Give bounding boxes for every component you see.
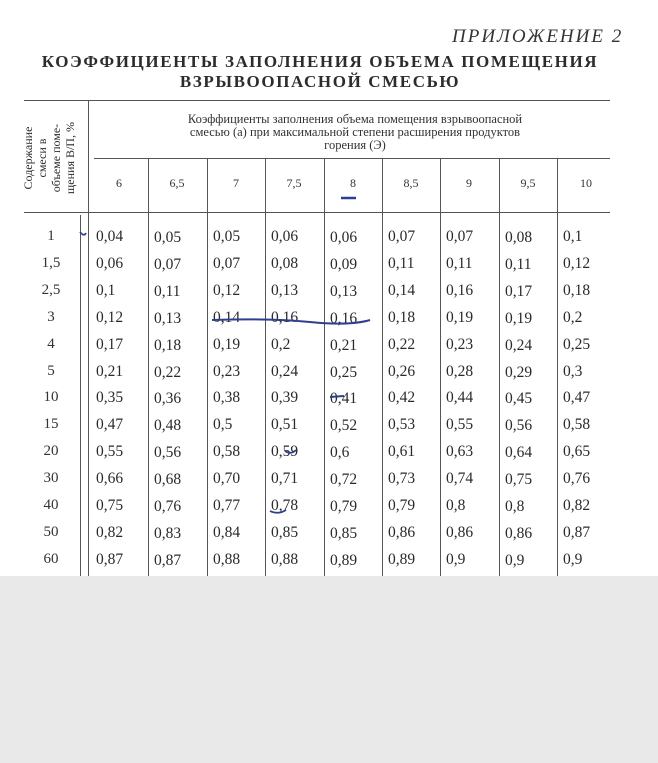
table-cell: 0,21 (96, 363, 124, 380)
header-bottom-rule (24, 212, 610, 213)
table-cell: 0,61 (388, 443, 416, 460)
table-cell: 0,76 (154, 498, 182, 515)
column-header: 7 (233, 176, 239, 190)
table-cell: 0,8 (446, 497, 466, 514)
table-cell: 0,1 (563, 228, 583, 245)
table-cell: 0,2 (271, 336, 291, 353)
column-divider (499, 158, 500, 576)
table-cell: 0,41 (330, 390, 358, 407)
row-header-divider (88, 100, 89, 576)
table-cell: 0,42 (388, 389, 416, 406)
table-cell: 0,16 (330, 310, 358, 327)
table-cell: 0,21 (330, 337, 358, 354)
table-cell: 0,64 (505, 444, 533, 461)
table-cell: 0,13 (154, 310, 182, 327)
table-cell: 0,16 (446, 282, 474, 299)
row-label: 1,5 (41, 255, 61, 271)
table-cell: 0,11 (154, 283, 181, 300)
table-cell: 0,17 (96, 336, 124, 353)
row-label: 5 (47, 363, 55, 379)
table-cell: 0,12 (563, 255, 591, 272)
table-cell: 0,63 (446, 443, 474, 460)
table-cell: 0,55 (446, 416, 474, 433)
table-cell: 0,11 (446, 255, 473, 272)
table-cell: 0,2 (563, 309, 583, 326)
table-cell: 0,14 (213, 309, 241, 326)
table-cell: 0,76 (563, 470, 591, 487)
table-cell: 0,58 (213, 443, 241, 460)
table-cell: 0,22 (154, 364, 182, 381)
table-cell: 0,06 (271, 228, 299, 245)
table-cell: 0,22 (388, 336, 416, 353)
table-cell: 0,38 (213, 389, 241, 406)
table-cell: 0,39 (271, 389, 299, 406)
table-cell: 0,56 (505, 417, 533, 434)
appendix-label: ПРИЛОЖЕНИЕ 2 (452, 26, 624, 47)
table-cell: 0,29 (505, 364, 533, 381)
column-header: 6,5 (169, 176, 185, 190)
table-cell: 0,85 (330, 525, 358, 542)
table-cell: 0,56 (154, 444, 182, 461)
table-cell: 0,28 (446, 363, 474, 380)
title-line-2: ВЗРЫВООПАСНОЙ СМЕСЬЮ (179, 72, 461, 91)
table-cell: 0,44 (446, 389, 474, 406)
table-cell: 0,05 (154, 229, 182, 246)
column-divider (148, 158, 149, 576)
table-cell: 0,18 (154, 337, 182, 354)
table-cell: 0,82 (96, 524, 124, 541)
table-cell: 0,45 (505, 390, 533, 407)
table-cell: 0,78 (271, 497, 299, 514)
row-label: 20 (43, 443, 59, 459)
column-header: 7,5 (286, 176, 302, 190)
table-cell: 0,25 (330, 364, 358, 381)
column-divider (382, 158, 383, 576)
table-cell: 0,35 (96, 389, 124, 406)
table-cell: 0,1 (96, 282, 116, 299)
table-cell: 0,12 (96, 309, 124, 326)
table-cell: 0,59 (271, 443, 299, 460)
table-cell: 0,9 (563, 551, 583, 568)
table-cell: 0,9 (505, 552, 525, 569)
column-header: 9 (466, 176, 472, 190)
page-title (20, 52, 620, 92)
table-cell: 0,19 (505, 310, 533, 327)
row-label: 50 (43, 524, 59, 540)
table-cell: 0,06 (96, 255, 124, 272)
table-cell: 0,6 (330, 444, 350, 461)
left-stub-line (80, 215, 81, 576)
column-divider (440, 158, 441, 576)
table-cell: 0,73 (388, 470, 416, 487)
table-cell: 0,8 (505, 498, 525, 515)
column-header: 8 (350, 176, 356, 190)
table-cell: 0,75 (96, 497, 124, 514)
table-cell: 0,55 (96, 443, 124, 460)
table-cell: 0,25 (563, 336, 591, 353)
table-cell: 0,07 (154, 256, 182, 273)
row-label: 15 (43, 416, 59, 432)
table-cell: 0,06 (330, 229, 358, 246)
table-cell: 0,51 (271, 416, 299, 433)
table-cell: 0,13 (330, 283, 358, 300)
table-cell: 0,84 (213, 524, 241, 541)
group-header-rule (94, 158, 610, 159)
table-cell: 0,18 (563, 282, 591, 299)
title-line-1: КОЭФФИЦИЕНТЫ ЗАПОЛНЕНИЯ ОБЪЕМА ПОМЕЩЕНИЯ (41, 52, 599, 71)
table-cell: 0,3 (563, 363, 583, 380)
group-header-line-3: горения (Э) (324, 138, 386, 152)
table-cell: 0,16 (271, 309, 299, 326)
row-label: 60 (43, 551, 59, 567)
column-divider (557, 158, 558, 576)
table-cell: 0,75 (505, 471, 533, 488)
table-cell: 0,23 (446, 336, 474, 353)
table-cell: 0,17 (505, 283, 533, 300)
table-cell: 0,23 (213, 363, 241, 380)
column-header: 9,5 (520, 176, 536, 190)
row-header (16, 108, 82, 208)
table-cell: 0,87 (154, 552, 182, 569)
table-cell: 0,86 (505, 525, 533, 542)
table-cell: 0,11 (505, 256, 532, 273)
table-cell: 0,05 (213, 228, 241, 245)
table-cell: 0,58 (563, 416, 591, 433)
row-label: 2,5 (41, 282, 61, 298)
table-cell: 0,26 (388, 363, 416, 380)
table-cell: 0,83 (154, 525, 182, 542)
group-header (100, 113, 610, 152)
group-header-line-2: смесью (a) при максимальной степени расширения продуктов (189, 125, 521, 139)
table-cell: 0,19 (446, 309, 474, 326)
table-cell: 0,86 (388, 524, 416, 541)
table-cell: 0,66 (96, 470, 124, 487)
table-cell: 0,87 (96, 551, 124, 568)
row-label: 40 (43, 497, 59, 513)
table-cell: 0,47 (96, 416, 124, 433)
table-cell: 0,71 (271, 470, 299, 487)
table-cell: 0,04 (96, 228, 124, 245)
row-label: 10 (43, 389, 59, 405)
row-label: 4 (47, 336, 55, 352)
table-cell: 0,88 (213, 551, 241, 568)
row-label: 1 (47, 228, 55, 244)
row-header-line-1: Содержание (21, 126, 35, 190)
row-header-line-2: смеси в (35, 138, 49, 178)
column-divider (324, 158, 325, 576)
column-divider (265, 158, 266, 576)
table-cell: 0,68 (154, 471, 182, 488)
column-divider (207, 158, 208, 576)
table-cell: 0,19 (213, 336, 241, 353)
table-cell: 0,11 (388, 255, 415, 272)
row-header-line-3: объеме поме- (49, 123, 63, 193)
table-cell: 0,08 (505, 229, 533, 246)
table-cell: 0,52 (330, 417, 358, 434)
table-cell: 0,07 (446, 228, 474, 245)
row-label: 3 (47, 309, 55, 325)
table-cell: 0,47 (563, 389, 591, 406)
table-cell: 0,77 (213, 497, 241, 514)
table-cell: 0,87 (563, 524, 591, 541)
table-cell: 0,07 (388, 228, 416, 245)
table-top-rule (24, 100, 610, 101)
table-cell: 0,08 (271, 255, 299, 272)
scan-background (0, 576, 658, 763)
table-cell: 0,72 (330, 471, 358, 488)
table-cell: 0,9 (446, 551, 466, 568)
group-header-line-1: Коэффициенты заполнения объема помещения взрывоопасной (187, 112, 523, 126)
table-cell: 0,13 (271, 282, 299, 299)
table-cell: 0,70 (213, 470, 241, 487)
table-cell: 0,5 (213, 416, 233, 433)
table-cell: 0,12 (213, 282, 241, 299)
table-cell: 0,09 (330, 256, 358, 273)
column-header: 6 (116, 176, 122, 190)
table-cell: 0,24 (271, 363, 299, 380)
table-cell: 0,82 (563, 497, 591, 514)
table-cell: 0,07 (213, 255, 241, 272)
row-header-line-4: щения В/П, % (63, 122, 77, 194)
table-cell: 0,86 (446, 524, 474, 541)
row-label: 30 (43, 470, 59, 486)
table-cell: 0,89 (388, 551, 416, 568)
column-header: 10 (580, 176, 592, 190)
table-cell: 0,79 (330, 498, 358, 515)
table-cell: 0,65 (563, 443, 591, 460)
table-cell: 0,53 (388, 416, 416, 433)
table-cell: 0,85 (271, 524, 299, 541)
table-cell: 0,18 (388, 309, 416, 326)
table-cell: 0,74 (446, 470, 474, 487)
table-cell: 0,48 (154, 417, 182, 434)
table-cell: 0,36 (154, 390, 182, 407)
table-cell: 0,24 (505, 337, 533, 354)
table-cell: 0,89 (330, 552, 358, 569)
table-cell: 0,79 (388, 497, 416, 514)
column-header: 8,5 (403, 176, 419, 190)
table-cell: 0,14 (388, 282, 416, 299)
table-cell: 0,88 (271, 551, 299, 568)
